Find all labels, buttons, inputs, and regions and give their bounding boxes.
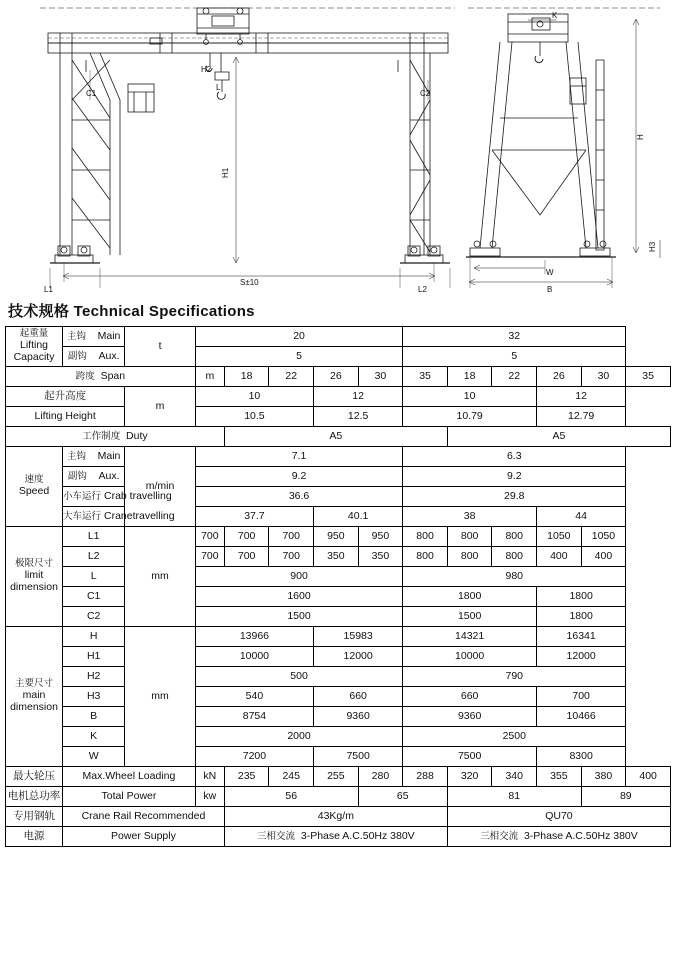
cell-B-3: 10466 <box>537 707 626 727</box>
cell-C2-label: C2 <box>63 607 125 627</box>
cell-speed-crab-label <box>63 487 172 507</box>
cell-span-7: 26 <box>537 367 582 387</box>
cell-rail-32: QU70 <box>447 807 670 827</box>
cell-H-2: 14321 <box>403 627 537 647</box>
cell-power-2: 81 <box>447 787 581 807</box>
cell-H1-3: 12000 <box>537 647 626 667</box>
cell-power-0: 56 <box>224 787 358 807</box>
cell-lifting-height-unit: m <box>125 387 196 427</box>
cell-lh-main-0: 10 <box>195 387 313 407</box>
cell-power-unit: kw <box>195 787 224 807</box>
cell-L1-label: L1 <box>63 527 125 547</box>
cell-lifting-height-en: Lifting Height <box>6 407 125 427</box>
speed-crane-en: Cranetravelling <box>103 509 175 522</box>
cell-span-2: 26 <box>314 367 359 387</box>
cell-speed-crane-0: 37.7 <box>195 507 313 527</box>
cell-rail-20: 43Kg/m <box>224 807 447 827</box>
cell-span-8: 30 <box>581 367 626 387</box>
label-h1: H1 <box>221 167 230 178</box>
cell-lh-aux-0: 10.5 <box>195 407 313 427</box>
cell-K-0: 2000 <box>195 727 402 747</box>
cell-capacity-label <box>6 327 63 367</box>
speed-main-cn: 主钩 <box>66 450 86 462</box>
cell-rail-cn: 专用钢轨 <box>6 807 63 827</box>
cell-maindim-unit: mm <box>125 627 196 767</box>
cell-H-0: 13966 <box>195 627 313 647</box>
cell-H2-0: 500 <box>195 667 402 687</box>
cell-L1-8: 1050 <box>537 527 582 547</box>
cell-speed-main-label <box>63 447 125 467</box>
cell-lh-main-3: 12 <box>537 387 626 407</box>
cell-C2-1: 1500 <box>403 607 537 627</box>
cell-L1-5: 800 <box>403 527 448 547</box>
maindim-en2: dimension <box>10 700 58 713</box>
limit-en2: dimension <box>10 580 58 593</box>
label-l: L <box>216 83 221 92</box>
cell-K-1: 2500 <box>403 727 626 747</box>
hook-aux-cn: 副钩 <box>67 350 87 362</box>
table-row <box>6 567 671 587</box>
cell-H2-1: 790 <box>403 667 626 687</box>
cell-duty-20: A5 <box>224 427 447 447</box>
cell-L-0: 900 <box>195 567 402 587</box>
hook-aux-en: Aux. <box>98 349 120 362</box>
cell-wl-9: 400 <box>626 767 671 787</box>
label-c2: C2 <box>420 89 431 98</box>
cell-lh-aux-3: 12.79 <box>537 407 626 427</box>
cell-wl-3: 280 <box>358 767 403 787</box>
duty-cn: 工作制度 <box>82 430 121 442</box>
cell-L-1: 980 <box>403 567 626 587</box>
cell-L2-0: 700 <box>195 547 224 567</box>
supply-20-en: 3-Phase A.C.50Hz 380V <box>300 829 415 842</box>
cell-duty-label <box>6 427 225 447</box>
cell-span-3: 30 <box>358 367 403 387</box>
table-row <box>6 687 671 707</box>
table-row <box>6 707 671 727</box>
cell-H3-1: 660 <box>314 687 403 707</box>
cell-span-label <box>6 367 196 387</box>
speed-aux-cn: 副钩 <box>67 470 87 482</box>
supply-32-en: 3-Phase A.C.50Hz 380V <box>523 829 638 842</box>
drawing-svg <box>0 0 676 300</box>
label-k: K <box>552 11 558 20</box>
spec-table-wrapper <box>5 326 671 847</box>
cell-span-6: 22 <box>492 367 537 387</box>
cell-speed-main-32: 6.3 <box>403 447 626 467</box>
cell-L2-6: 800 <box>447 547 492 567</box>
cell-L2-7: 800 <box>492 547 537 567</box>
table-row <box>6 467 671 487</box>
cell-span-4: 35 <box>403 367 448 387</box>
cell-speed-label <box>6 447 63 527</box>
cell-duty-32: A5 <box>447 427 670 447</box>
capacity-cn: 起重量 <box>19 328 49 340</box>
cell-wl-2: 255 <box>314 767 359 787</box>
cell-B-1: 9360 <box>314 707 403 727</box>
cell-span-9: 35 <box>626 367 671 387</box>
cell-L1-7: 800 <box>492 527 537 547</box>
cell-rail-en: Crane Rail Recommended <box>63 807 225 827</box>
table-row <box>6 767 671 787</box>
cell-wheelload-cn: 最大轮压 <box>6 767 63 787</box>
table-row <box>6 407 671 427</box>
cell-speed-aux-label <box>63 467 125 487</box>
cell-span-1: 22 <box>269 367 314 387</box>
cell-wl-4: 288 <box>403 767 448 787</box>
cell-H2-label: H2 <box>63 667 125 687</box>
limit-cn: 极限尺寸 <box>15 558 54 570</box>
cell-wl-6: 340 <box>492 767 537 787</box>
cell-C1-0: 1600 <box>195 587 402 607</box>
cell-L1-6: 800 <box>447 527 492 547</box>
speed-main-en: Main <box>97 449 121 462</box>
cell-wheelload-unit: kN <box>195 767 224 787</box>
cell-L-label: L <box>63 567 125 587</box>
cell-capacity-20: 20 <box>195 327 402 347</box>
cell-L1-4: 950 <box>358 527 403 547</box>
cell-C2-0: 1500 <box>195 607 402 627</box>
maindim-en1: main <box>22 689 46 702</box>
cell-speed-crab-20: 36.6 <box>195 487 402 507</box>
cell-W-1: 7500 <box>314 747 403 767</box>
hook-main-en: Main <box>97 329 121 342</box>
label-h2: H2 <box>201 65 212 74</box>
cell-supply-20 <box>224 827 447 847</box>
cell-L2-5: 800 <box>403 547 448 567</box>
cell-wheelload-en: Max.Wheel Loading <box>63 767 196 787</box>
cell-B-label: B <box>63 707 125 727</box>
cell-speed-unit: m/min <box>125 447 196 527</box>
table-row <box>6 747 671 767</box>
table-row <box>6 547 671 567</box>
cell-span-unit: m <box>195 367 224 387</box>
cell-L1-2: 700 <box>269 527 314 547</box>
table-row <box>6 447 671 467</box>
cell-wl-8: 380 <box>581 767 626 787</box>
label-h: H <box>636 134 645 140</box>
cell-speed-crane-1: 40.1 <box>314 507 403 527</box>
cell-C1-label: C1 <box>63 587 125 607</box>
cell-wl-1: 245 <box>269 767 314 787</box>
cell-H-label: H <box>63 627 125 647</box>
cell-H1-1: 12000 <box>314 647 403 667</box>
cell-speed-crane-label <box>63 507 175 527</box>
cell-C2-2: 1800 <box>537 607 626 627</box>
table-row <box>6 327 671 347</box>
cell-power-3: 89 <box>581 787 670 807</box>
cell-L2-2: 700 <box>269 547 314 567</box>
cell-capacity-aux-20: 5 <box>195 347 402 367</box>
maindim-cn: 主要尺寸 <box>15 678 54 690</box>
cell-H-1: 15983 <box>314 627 403 647</box>
cell-H3-2: 660 <box>403 687 537 707</box>
cell-L1-9: 1050 <box>581 527 626 547</box>
table-row <box>6 387 671 407</box>
table-row <box>6 527 671 547</box>
speed-crab-cn: 小车运行 <box>63 490 102 502</box>
cell-speed-crab-32: 29.8 <box>403 487 626 507</box>
span-cn: 跨度 <box>75 370 95 382</box>
table-row <box>6 667 671 687</box>
cell-K-label: K <box>63 727 125 747</box>
table-row <box>6 487 671 507</box>
cell-L2-9: 400 <box>581 547 626 567</box>
cell-L1-1: 700 <box>224 527 269 547</box>
cell-W-0: 7200 <box>195 747 313 767</box>
speed-cn: 速度 <box>24 474 44 486</box>
table-row <box>6 347 671 367</box>
cell-limit-unit: mm <box>125 527 196 627</box>
cell-speed-aux-20: 9.2 <box>195 467 402 487</box>
cell-maindim-label <box>6 627 63 767</box>
cell-wl-5: 320 <box>447 767 492 787</box>
cell-speed-crane-3: 44 <box>537 507 626 527</box>
cell-H1-0: 10000 <box>195 647 313 667</box>
hook-main-cn: 主钩 <box>66 330 86 342</box>
table-row <box>6 607 671 627</box>
cell-wl-7: 355 <box>537 767 582 787</box>
table-row <box>6 587 671 607</box>
cell-span-0: 18 <box>224 367 269 387</box>
table-row <box>6 507 671 527</box>
table-row <box>6 627 671 647</box>
cell-capacity-32: 32 <box>403 327 626 347</box>
cell-hook-main <box>63 327 125 347</box>
cell-lh-aux-2: 10.79 <box>403 407 537 427</box>
table-row <box>6 787 671 807</box>
label-c1: C1 <box>86 89 97 98</box>
table-row <box>6 367 671 387</box>
cell-L2-3: 350 <box>314 547 359 567</box>
cell-C1-2: 1800 <box>537 587 626 607</box>
label-w: W <box>546 268 554 277</box>
cell-H1-label: H1 <box>63 647 125 667</box>
crane-technical-drawing <box>0 0 676 300</box>
cell-L2-8: 400 <box>537 547 582 567</box>
cell-L2-label: L2 <box>63 547 125 567</box>
cell-hook-aux <box>63 347 125 367</box>
speed-crab-en: Crab travelling <box>103 489 172 502</box>
table-row <box>6 807 671 827</box>
cell-L2-1: 700 <box>224 547 269 567</box>
table-row <box>6 727 671 747</box>
cell-span-5: 18 <box>447 367 492 387</box>
cell-H3-3: 700 <box>537 687 626 707</box>
duty-en: Duty <box>126 429 148 442</box>
cell-power-1: 65 <box>358 787 447 807</box>
cell-capacity-unit: t <box>125 327 196 367</box>
cell-L1-0: 700 <box>195 527 224 547</box>
label-l1: L1 <box>44 285 53 294</box>
cell-power-cn: 电机总功率 <box>6 787 63 807</box>
cell-H-3: 16341 <box>537 627 626 647</box>
cell-speed-main-20: 7.1 <box>195 447 402 467</box>
capacity-en: Lifting Capacity <box>13 339 55 363</box>
cell-C1-1: 1800 <box>403 587 537 607</box>
cell-speed-aux-32: 9.2 <box>403 467 626 487</box>
cell-L1-3: 950 <box>314 527 359 547</box>
cell-B-0: 8754 <box>195 707 313 727</box>
cell-speed-crane-2: 38 <box>403 507 537 527</box>
label-span: S±10 <box>240 278 259 287</box>
cell-lh-aux-1: 12.5 <box>314 407 403 427</box>
span-en: Span <box>100 369 126 382</box>
cell-capacity-aux-32: 5 <box>403 347 626 367</box>
cell-lifting-height-cn: 起升高度 <box>6 387 125 407</box>
table-row <box>6 827 671 847</box>
speed-aux-en: Aux. <box>98 469 120 482</box>
cell-W-label: W <box>63 747 125 767</box>
technical-specifications-table <box>5 326 671 847</box>
speed-crane-cn: 大车运行 <box>63 510 102 522</box>
supply-20-cn: 三相交流 <box>257 830 296 842</box>
supply-32-cn: 三相交流 <box>480 830 519 842</box>
cell-H3-0: 540 <box>195 687 313 707</box>
cell-limit-label <box>6 527 63 627</box>
limit-en1: limit <box>24 569 44 582</box>
cell-lh-main-2: 10 <box>403 387 537 407</box>
label-h3: H3 <box>648 241 657 252</box>
table-row <box>6 427 671 447</box>
cell-L2-4: 350 <box>358 547 403 567</box>
cell-lh-main-1: 12 <box>314 387 403 407</box>
speed-en: Speed <box>18 484 50 497</box>
label-l2: L2 <box>418 285 427 294</box>
cell-supply-en: Power Supply <box>63 827 225 847</box>
table-row <box>6 647 671 667</box>
cell-wl-0: 235 <box>224 767 269 787</box>
cell-B-2: 9360 <box>403 707 537 727</box>
cell-W-2: 7500 <box>403 747 537 767</box>
cell-supply-cn: 电源 <box>6 827 63 847</box>
cell-W-3: 8300 <box>537 747 626 767</box>
label-b: B <box>547 285 553 294</box>
cell-power-en: Total Power <box>63 787 196 807</box>
cell-H1-2: 10000 <box>403 647 537 667</box>
section-heading: 技术规格 Technical Specifications <box>8 303 255 320</box>
cell-H3-label: H3 <box>63 687 125 707</box>
cell-supply-32 <box>447 827 670 847</box>
